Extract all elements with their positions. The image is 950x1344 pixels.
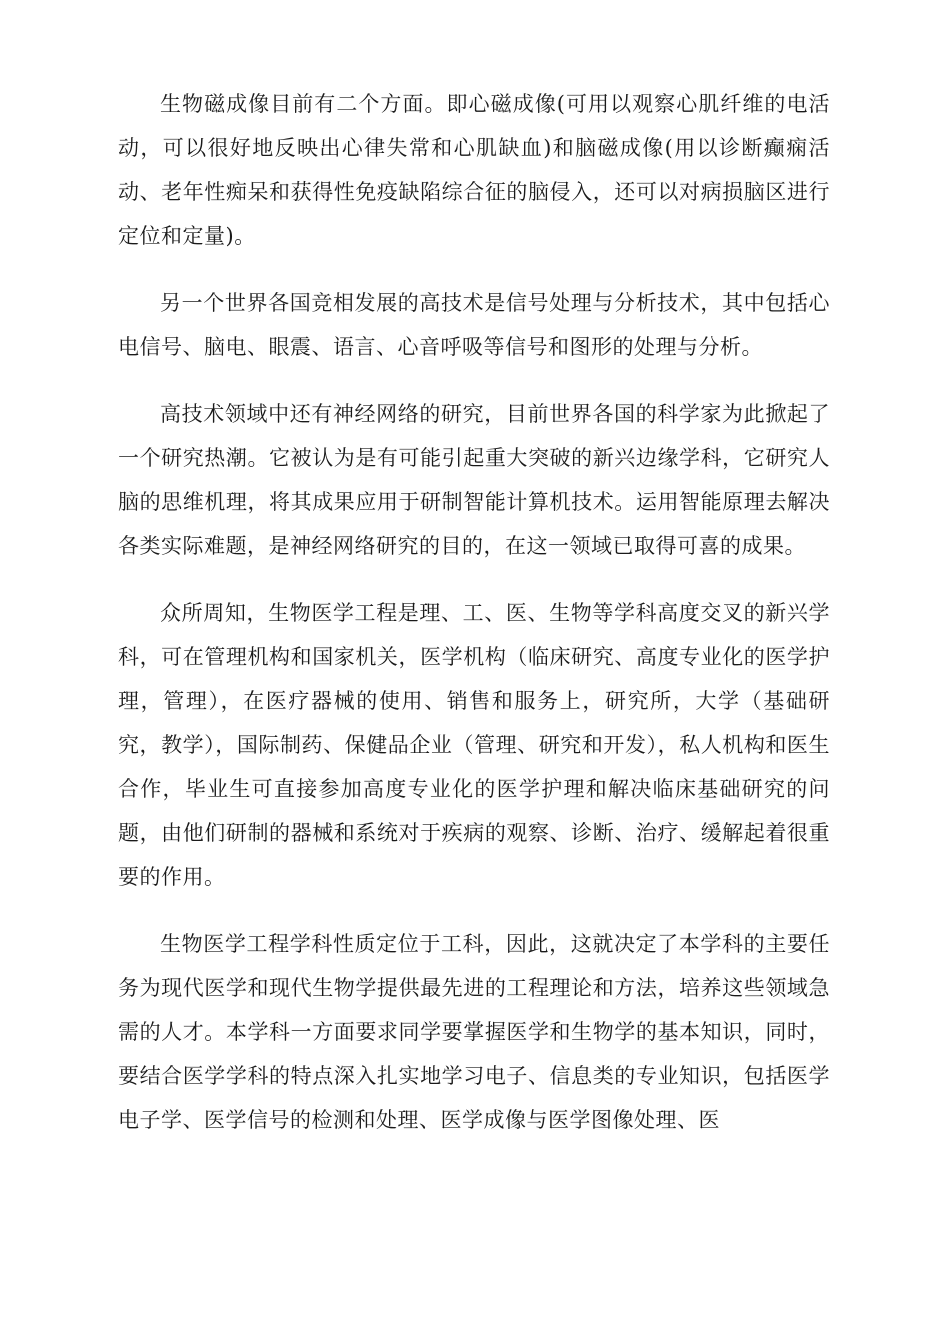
paragraph-biomagnetic-imaging: 生物磁成像目前有二个方面。即心磁成像(可用以观察心肌纤维的电活动，可以很好地反映出心律失常和心肌缺血)和脑磁成像(用以诊断癫痫活动、老年性痴呆和获得性免疫缺陷综合征的脑侵入，还可以对病损脑区进行定位和定量)。: [118, 92, 830, 248]
document-body: [118, 82, 830, 1165]
paragraph-neural-networks: 高技术领域中还有神经网络的研究，目前世界各国的科学家为此掀起了一个研究热潮。它被认为是有可能引起重大突破的新兴边缘学科，它研究人脑的思维机理，将其成果应用于研制智能计算机技术。运用智能原理去解决各类实际难题，是神经网络研究的目的，在这一领域已取得可喜的成果。: [118, 402, 830, 558]
paragraph-signal-processing: 另一个世界各国竞相发展的高技术是信号处理与分析技术，其中包括心电信号、脑电、眼震、语言、心音呼吸等信号和图形的处理与分析。: [118, 291, 830, 359]
paragraph-career-fields: 众所周知，生物医学工程是理、工、医、生物等学科高度交叉的新兴学科，可在管理机构和国家机关，医学机构（临床研究、高度专业化的医学护理，管理），在医疗器械的使用、销售和服务上，研究所，大学（基础研究，教学），国际制药、保健品企业（管理、研究和开发），私人机构和医生合作，毕业生可直接参加高度专业化的医学护理和解决临床基础研究的问题，由他们研制的器械和系统对于疾病的观察、诊断、治疗、缓解起着很重要的作用。: [118, 601, 830, 889]
paragraph-discipline-positioning: 生物医学工程学科性质定位于工科，因此，这就决定了本学科的主要任务为现代医学和现代生物学提供最先进的工程理论和方法，培养这些领域急需的人才。本学科一方面要求同学要掌握医学和生物学的基本知识，同时，要结合医学学科的特点深入扎实地学习电子、信息类的专业知识，包括医学电子学、医学信号的检测和处理、医学成像与医学图像处理、医: [118, 932, 830, 1132]
